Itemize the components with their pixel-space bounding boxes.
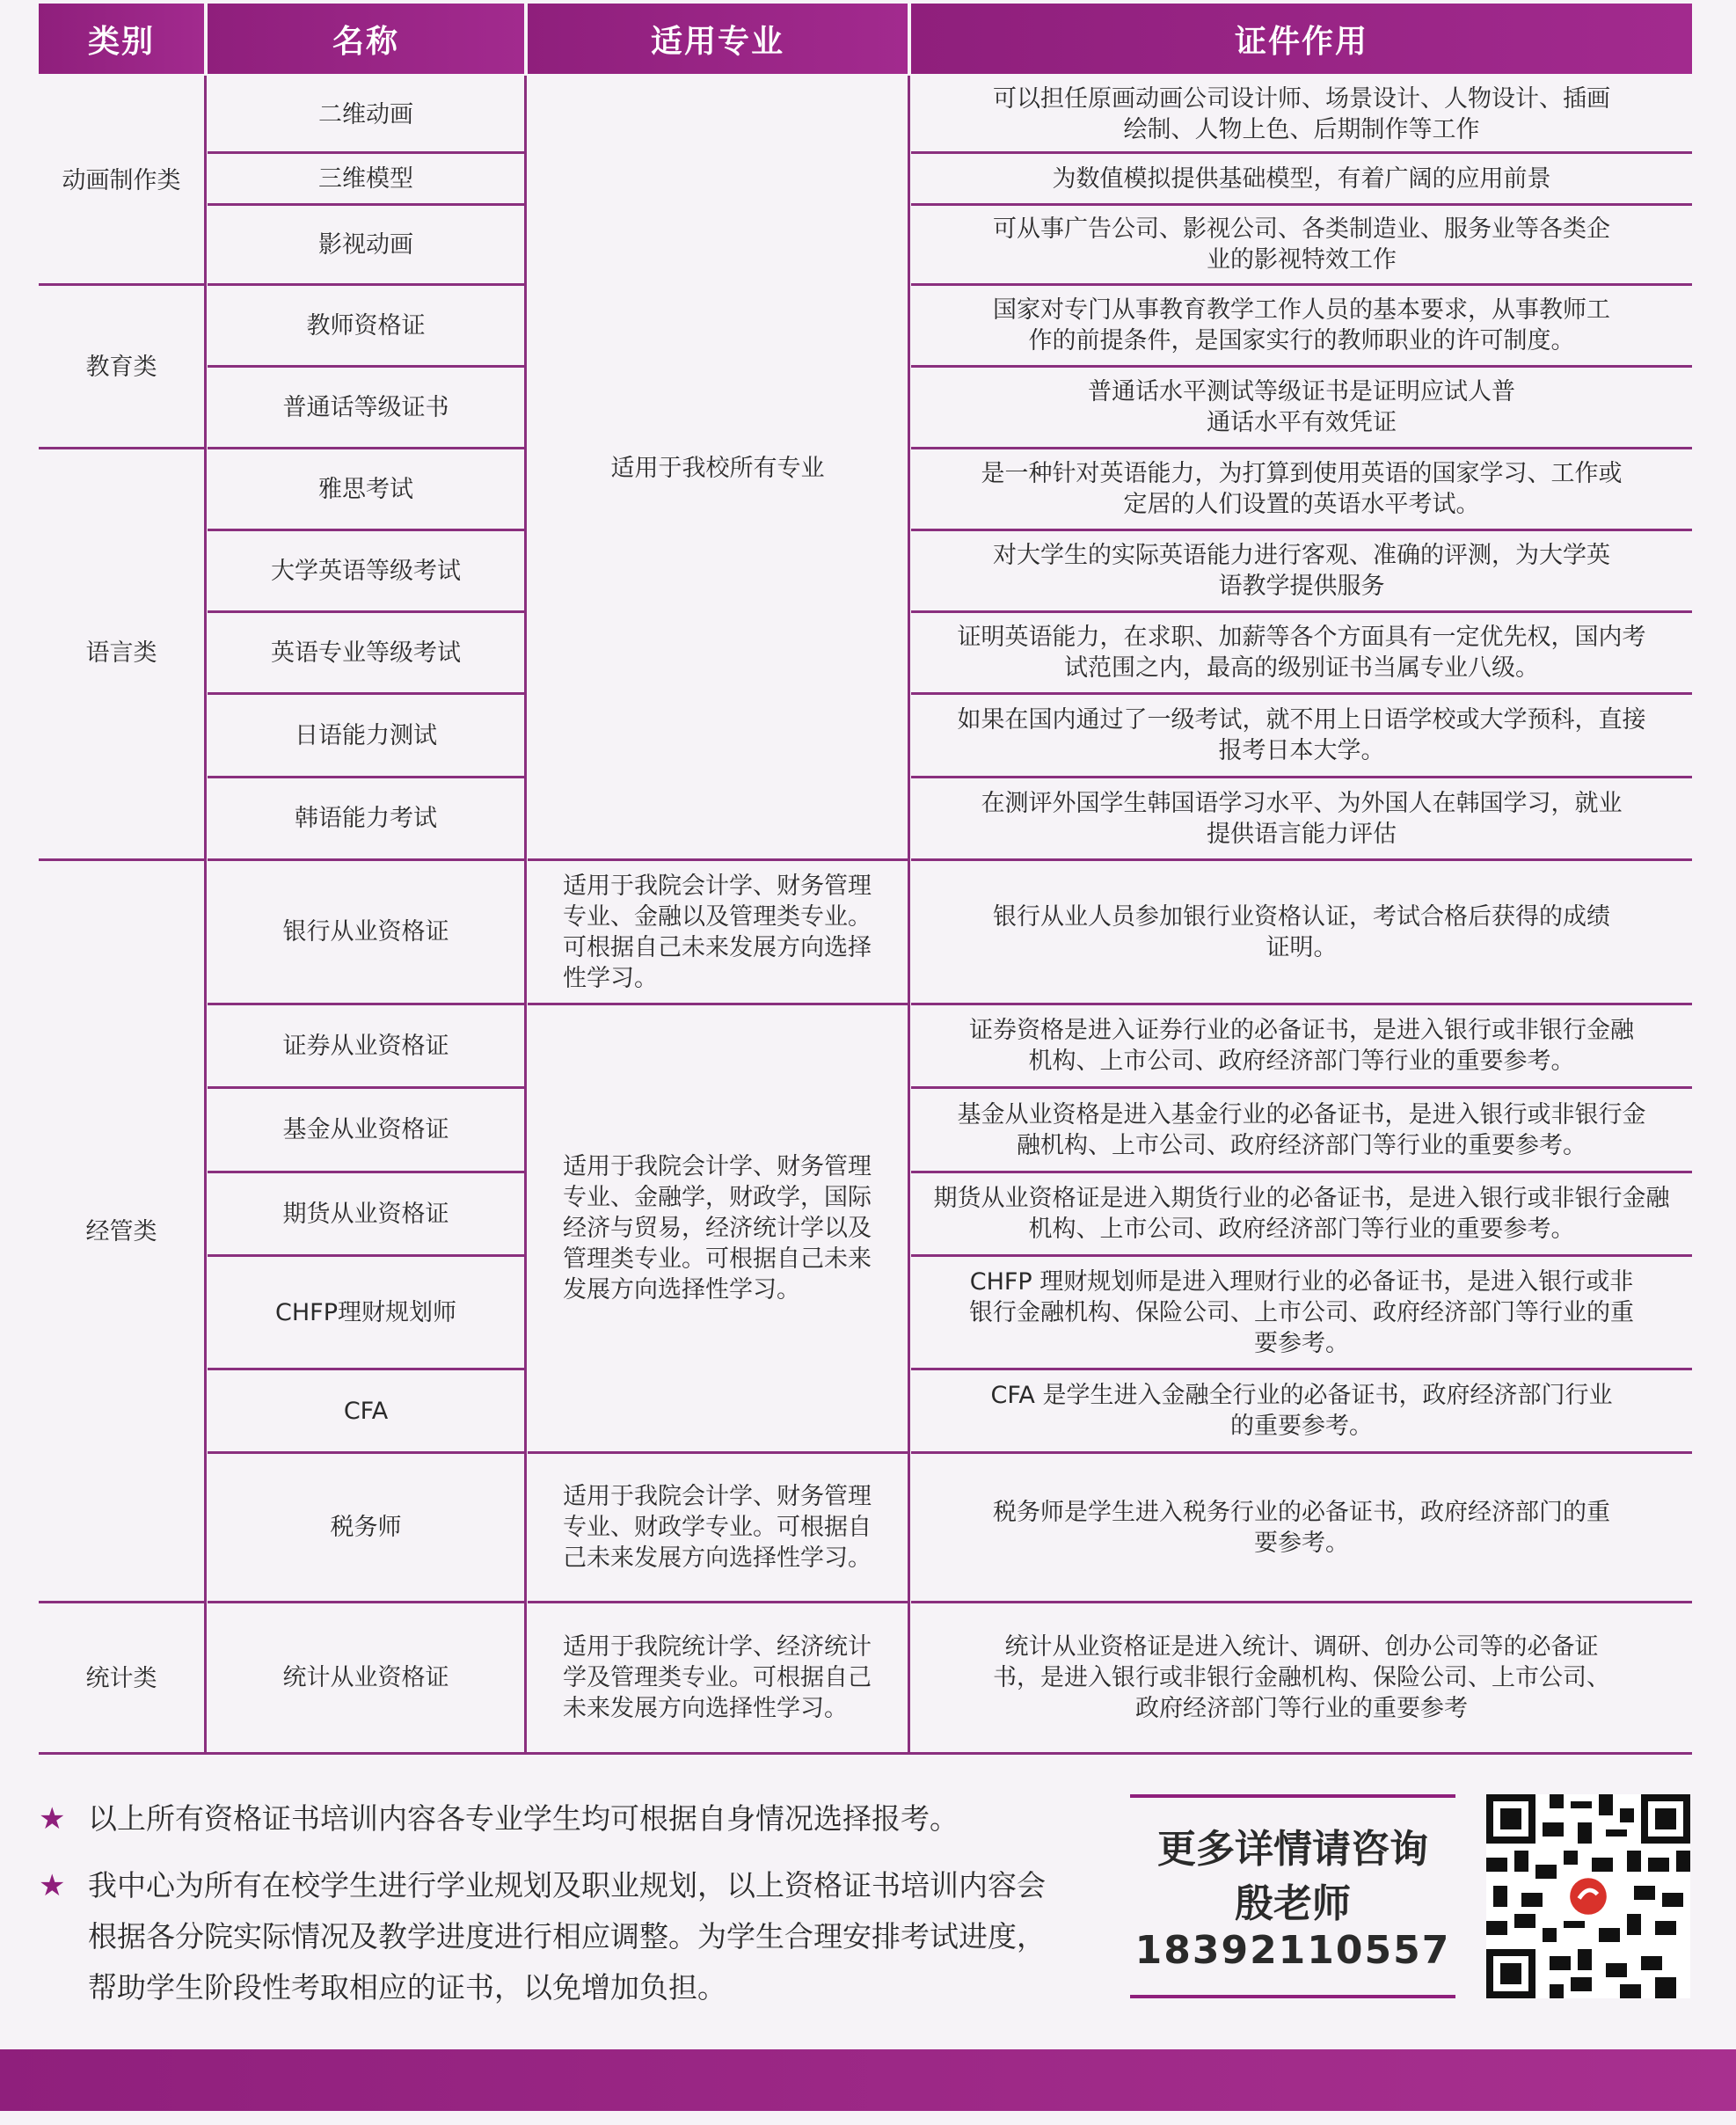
cert-name: 基金从业资格证	[282, 1116, 449, 1143]
star-icon: ★	[39, 1868, 66, 1903]
col-divider	[908, 76, 910, 1754]
cert-effect: CHFP 理财规划师是进入理财行业的必备证书，是进入银行或非银行金融机构、保险公司、上市公司、政府经济部门等行业的重要参考。	[969, 1267, 1634, 1357]
cert-name: 统计从业资格证	[282, 1663, 449, 1691]
major-all: 适用于我校所有专业	[610, 454, 825, 482]
category-education: 教育类	[85, 353, 157, 381]
cert-effect: 证明英语能力，在求职、加薪等各个方面具有一定优先权，国内考试范围之内，最高的级别证书当属专业八级。	[957, 624, 1646, 682]
cert-name: 英语专业等级考试	[271, 639, 461, 667]
cert-effect: 为数值模拟提供基础模型，有着广阔的应用前景	[1052, 164, 1551, 193]
cert-effect: 基金从业资格是进入基金行业的必备证书，是进入银行或非银行金融机构、上市公司、政府经济部门等行业的重要参考。	[957, 1100, 1646, 1159]
table-bottom-border	[39, 1752, 1692, 1755]
cert-name: 韩语能力考试	[295, 805, 437, 832]
major-statistics: 适用于我院统计学、经济统计学及管理类专业。可根据自己未来发展方向选择性学习。	[563, 1632, 872, 1722]
contact-teacher: 殷老师	[1235, 1881, 1351, 1926]
qr-code-icon	[1486, 1794, 1690, 1998]
cert-name: 教师资格证	[306, 311, 426, 340]
note-1: 以上所有资格证书培训内容各专业学生均可根据自身情况选择报考。	[88, 1801, 959, 1836]
contact-top-bar	[1130, 1794, 1455, 1798]
category-animation: 动画制作类	[62, 166, 181, 194]
major-banking: 适用于我院会计学、财务管理专业、金融以及管理类专业。可根据自己未来发展方向选择性学习。	[563, 872, 872, 992]
cert-effect: CFA 是学生进入金融全行业的必备证书，政府经济部门行业的重要参考。	[990, 1382, 1613, 1440]
cert-effect: 统计从业资格证是进入统计、调研、创办公司等的必备证书，是进入银行或非银行金融机构、保险公司、上市公司、政府经济部门等行业的重要参考	[993, 1632, 1610, 1722]
header-name: 名称	[208, 4, 524, 74]
major-tax: 适用于我院会计学、财务管理专业、财政学专业。可根据自己未来发展方向选择性学习。	[563, 1483, 872, 1572]
cert-name: CFA	[343, 1397, 389, 1425]
cert-effect: 可以担任原画动画公司设计师、场景设计、人物设计、插画绘制、人物上色、后期制作等工作	[993, 85, 1610, 143]
note-2: 我中心为所有在校学生进行学业规划及职业规划，以上资格证书培训内容会根据各分院实际情况及教学进度进行相应调整。为学生合理安排考试进度，帮助学生阶段性考取相应的证书，以免增加负担。	[88, 1868, 1046, 2005]
col-divider	[524, 76, 527, 1754]
category-statistics: 统计类	[85, 1664, 157, 1692]
cert-effect: 对大学生的实际英语能力进行客观、准确的评测，为大学英语教学提供服务	[993, 542, 1610, 600]
cert-effect: 在测评外国学生韩国语学习水平、为外国人在韩国学习，就业提供语言能力评估	[981, 789, 1623, 848]
cert-name: 银行从业资格证	[282, 918, 449, 946]
contact-bottom-bar	[1130, 1995, 1455, 1998]
header-major: 适用专业	[528, 4, 908, 74]
cert-name: 影视动画	[318, 230, 413, 259]
cert-effect: 如果在国内通过了一级考试，就不用上日语学校或大学预科，直接报考日本大学。	[957, 706, 1646, 764]
cert-name: 三维模型	[318, 164, 413, 193]
cert-effect: 普通话水平测试等级证书是证明应试人普通话水平有效凭证	[1088, 378, 1515, 436]
cert-effect: 期货从业资格证是进入期货行业的必备证书，是进入银行或非银行金融机构、上市公司、政府经济部门等行业的重要参考。	[933, 1185, 1670, 1243]
contact-heading: 更多详情请咨询	[1157, 1827, 1428, 1872]
category-economics: 经管类	[85, 1217, 157, 1245]
cert-name: 证券从业资格证	[282, 1032, 449, 1060]
cert-effect: 可从事广告公司、影视公司、各类制造业、服务业等各类企业的影视特效工作	[993, 215, 1610, 274]
col-divider	[204, 76, 207, 1754]
cert-name: 大学英语等级考试	[271, 557, 461, 585]
category-language: 语言类	[85, 639, 157, 667]
cert-effect: 税务师是学生进入税务行业的必备证书，政府经济部门的重要参考。	[993, 1498, 1610, 1557]
cert-name: 期货从业资格证	[282, 1200, 449, 1228]
cert-effect: 国家对专门从事教育教学工作人员的基本要求，从事教师工作的前提条件，是国家实行的教师职业的许可制度。	[993, 296, 1610, 354]
cert-effect: 证券资格是进入证券行业的必备证书，是进入银行或非银行金融机构、上市公司、政府经济部门等行业的重要参考。	[969, 1017, 1634, 1075]
cert-name: 税务师	[330, 1514, 402, 1541]
cert-name: 普通话等级证书	[282, 393, 449, 421]
cert-name: 二维动画	[318, 100, 413, 128]
cert-name: 雅思考试	[318, 475, 413, 503]
footer-bar	[0, 2049, 1736, 2111]
cert-effect: 银行从业人员参加银行业资格认证，考试合格后获得的成绩证明。	[993, 902, 1610, 961]
major-finance: 适用于我院会计学、财务管理专业、金融学，财政学，国际经济与贸易，经济统计学以及管理类专业。可根据自己未来发展方向选择性学习。	[563, 1153, 872, 1303]
header-effect: 证件作用	[911, 4, 1692, 74]
star-icon: ★	[39, 1801, 66, 1837]
cert-name: CHFP理财规划师	[275, 1298, 456, 1326]
cert-name: 日语能力测试	[295, 721, 437, 749]
header-category: 类别	[39, 4, 204, 74]
cert-effect: 是一种针对英语能力，为打算到使用英语的国家学习、工作或定居的人们设置的英语水平考试。	[981, 460, 1623, 518]
contact-phone: 18392110557	[1134, 1928, 1451, 1973]
